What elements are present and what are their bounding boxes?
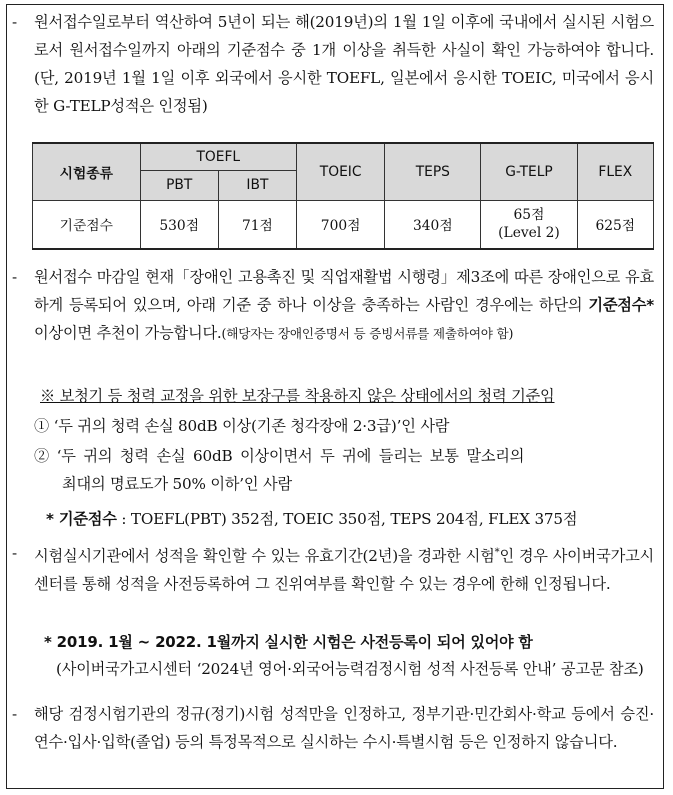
dash-bullet: - bbox=[12, 268, 17, 286]
header-exam-type: 시험종류 bbox=[33, 143, 141, 200]
paragraph-3-part2: 인 경우 사이버국가고시센터를 통해 성적을 사전등록하여 그 진위여부를 확인할 수 있는 경우에 한해 인정됩니다. bbox=[34, 547, 655, 594]
value-gtelp bbox=[481, 200, 577, 249]
header-toeic: TOEIC bbox=[296, 143, 384, 200]
header-flex: FLEX bbox=[577, 143, 653, 200]
paragraph-2-note: (해당자는 장애인증명서 등 증빙서류를 제출하여야 함) bbox=[221, 326, 514, 341]
header-pbt: PBT bbox=[140, 170, 218, 200]
value-pbt: 530점 bbox=[140, 200, 218, 249]
paragraph-1-text: 원서접수일로부터 역산하여 5년이 되는 해(2019년)의 1월 1일 이후에 국내에서 실시된 시험으로서 원서접수일까지 아래의 기준점수 중 1개 이상을 취득한 사실이 확인 가능하여야 합니다. (단, 2019년 1월 1일 이후 외국에서 응시한 TOEFL, 일본에서 응시한 TOEIC, 미국에서 응시한 G-TELP성적은 인정됨) bbox=[34, 13, 654, 115]
hearing-item-2-line-2: 최대의 명료도가 50% 이하’인 사람 bbox=[62, 475, 292, 493]
paragraph-2 bbox=[12, 263, 654, 348]
value-ibt: 71점 bbox=[218, 200, 296, 249]
value-toeic: 700점 bbox=[296, 200, 384, 249]
value-gtelp-score: 65점 bbox=[513, 207, 545, 224]
value-flex: 625점 bbox=[577, 200, 653, 249]
paragraph-2-part1: 원서접수 마감일 현재「장애인 고용촉진 및 직업재활법 시행령」제3조에 따른 장애인으로 유효하게 등록되어 있으며, 아래 기준 중 하나 이상을 충족하는 사람인 경우에는 하단의 bbox=[34, 268, 654, 314]
paragraph-4-text: 해당 검정시험기관의 정규(정기)시험 성적만을 인정하고, 정부기관·민간회사·학교 등에서 승진·연수·입사·입학(졸업) 등의 특정목적으로 실시하는 수시·특별시험 등은 인정하지 않습니다. bbox=[34, 705, 654, 751]
paragraph-3 bbox=[12, 539, 654, 598]
header-gtelp: G-TELP bbox=[481, 143, 577, 200]
dash-bullet: - bbox=[12, 544, 17, 562]
pre-registration-notice: * 2019. 1월 ~ 2022. 1월까지 실시한 시험은 사전등록이 되어 있어야 함 bbox=[44, 633, 533, 651]
paragraph-1 bbox=[12, 8, 654, 120]
paragraph-3-part1: 시험실시기관에서 성적을 확인할 수 있는 유효기간(2년)을 경과한 시험 bbox=[34, 547, 495, 566]
paragraph-4 bbox=[12, 700, 654, 756]
paragraph-3-text bbox=[12, 539, 654, 598]
paragraph-2-part2: 이상이면 추천이 가능합니다. bbox=[34, 324, 222, 342]
min-score-emphasis: 기준점수* bbox=[588, 296, 654, 314]
min-score-criteria bbox=[46, 506, 577, 532]
min-score-values: : TOEFL(PBT) 352점, TOEIC 350점, TEPS 204점, FLEX 375점 bbox=[116, 510, 578, 528]
dash-bullet: - bbox=[12, 13, 17, 31]
min-score-label: * 기준점수 bbox=[46, 510, 117, 528]
header-teps: TEPS bbox=[385, 143, 481, 200]
dash-bullet: - bbox=[12, 705, 17, 723]
asterisk-mark: * bbox=[494, 547, 500, 558]
hearing-item-1: ① ‘두 귀의 청력 손실 80dB 이상(기존 청각장애 2·3급)’인 사람 bbox=[34, 417, 450, 435]
header-ibt: IBT bbox=[218, 170, 296, 200]
paragraph-2-text bbox=[12, 263, 654, 348]
score-table bbox=[32, 142, 654, 250]
value-gtelp-level: (Level 2) bbox=[498, 225, 560, 242]
pre-registration-reference: (사이버국가고시센터 ‘2024년 영어·외국어능력검정시험 성적 사전등록 안내’ 공고문 참조) bbox=[56, 660, 644, 678]
header-toefl: TOEFL bbox=[140, 143, 296, 170]
hearing-standard-note: ※ 보청기 등 청력 교정을 위한 보장구를 착용하지 않은 상태에서의 청력 기준임 bbox=[40, 387, 555, 405]
value-teps: 340점 bbox=[385, 200, 481, 249]
row-label-min-score: 기준점수 bbox=[33, 200, 141, 249]
hearing-item-2-line-1: ② ‘두 귀의 청력 손실 60dB 이상이면서 두 귀에 들리는 보통 말소리의 bbox=[34, 447, 525, 465]
